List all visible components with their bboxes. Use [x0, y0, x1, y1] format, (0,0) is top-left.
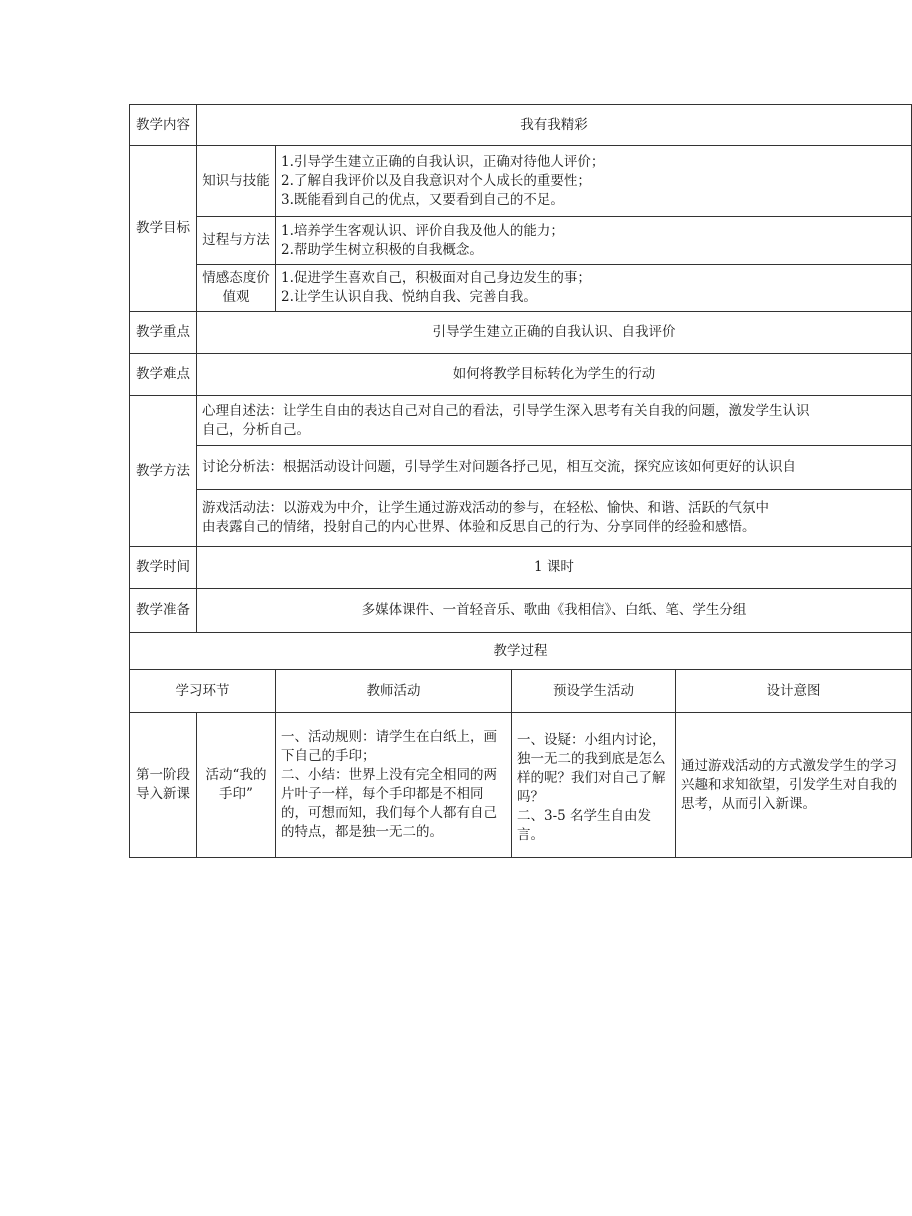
methods-label: 教学方法: [130, 396, 197, 547]
difficulty-label: 教学难点: [130, 354, 197, 396]
process-label: 过程与方法: [197, 217, 276, 265]
header-teacher: 教师活动: [276, 670, 512, 713]
lesson-plan-table: [129, 104, 912, 858]
emotion-items: 1.促进学生喜欢自己，积极面对自己身边发生的事； 2.让学生认识自我、悦纳自我、完善自我。: [276, 265, 912, 312]
time-label: 教学时间: [130, 547, 197, 589]
stage1-activity: 活动“我的手印”: [197, 713, 276, 858]
key-point-value: 引导学生建立正确的自我认识、自我评价: [197, 312, 912, 354]
row-method-2: [130, 446, 912, 490]
row-stage-1: [130, 713, 912, 858]
stage1-intent: 通过游戏活动的方式激发学生的学习兴趣和求知欲望，引发学生对自我的思考，从而引入新课。: [676, 713, 912, 858]
row-method-3: [130, 490, 912, 547]
difficulty-value: 如何将教学目标转化为学生的行动: [197, 354, 912, 396]
row-difficulty: [130, 354, 912, 396]
stage1-student: 一、设疑：小组内讨论，独一无二的我到底是怎么样的呢？我们对自己了解吗？ 二、3-5 名学生自由发言。: [512, 713, 676, 858]
row-time: [130, 547, 912, 589]
stage1-phase: 第一阶段 导入新课: [130, 713, 197, 858]
row-goal-knowledge: [130, 146, 912, 217]
process-title: 教学过程: [130, 633, 912, 670]
row-process-headers: [130, 670, 912, 713]
row-content: [130, 105, 912, 146]
method-2: 讨论分析法：根据活动设计问题，引导学生对问题各抒己见，相互交流，探究应该如何更好的认识自: [197, 446, 912, 490]
knowledge-label: 知识与技能: [197, 146, 276, 217]
header-stage: 学习环节: [130, 670, 276, 713]
goals-label: 教学目标: [130, 146, 197, 312]
stage1-teacher: 一、活动规则：请学生在白纸上，画下自己的手印； 二、小结：世界上没有完全相同的两片叶子一样，每个手印都是不相同的，可想而知，我们每个人都有自己的特点，都是独一无二的。: [276, 713, 512, 858]
row-goal-emotion: [130, 265, 912, 312]
process-items: 1.培养学生客观认识、评价自我及他人的能力； 2.帮助学生树立积极的自我概念。: [276, 217, 912, 265]
row-process-title: [130, 633, 912, 670]
prep-value: 多媒体课件、一首轻音乐、歌曲《我相信》、白纸、笔、学生分组: [197, 589, 912, 633]
row-key-point: [130, 312, 912, 354]
content-label: 教学内容: [130, 105, 197, 146]
time-value: 1 课时: [197, 547, 912, 589]
method-3: 游戏活动法：以游戏为中介，让学生通过游戏活动的参与，在轻松、愉快、和谐、活跃的气氛中 由表露自己的情绪，投射自己的内心世界、体验和反思自己的行为、分享同伴的经验和感悟。: [197, 490, 912, 547]
header-student: 预设学生活动: [512, 670, 676, 713]
emotion-label: 情感态度价值观: [197, 265, 276, 312]
method-1: 心理自述法：让学生自由的表达自己对自己的看法，引导学生深入思考有关自我的问题，激发学生认识 自己，分析自己。: [197, 396, 912, 446]
key-point-label: 教学重点: [130, 312, 197, 354]
prep-label: 教学准备: [130, 589, 197, 633]
row-prep: [130, 589, 912, 633]
content-value: 我有我精彩: [197, 105, 912, 146]
knowledge-items: 1.引导学生建立正确的自我认识，正确对待他人评价； 2.了解自我评价以及自我意识对个人成长的重要性； 3.既能看到自己的优点，又要看到自己的不足。: [276, 146, 912, 217]
header-intent: 设计意图: [676, 670, 912, 713]
row-goal-process: [130, 217, 912, 265]
row-method-1: [130, 396, 912, 446]
